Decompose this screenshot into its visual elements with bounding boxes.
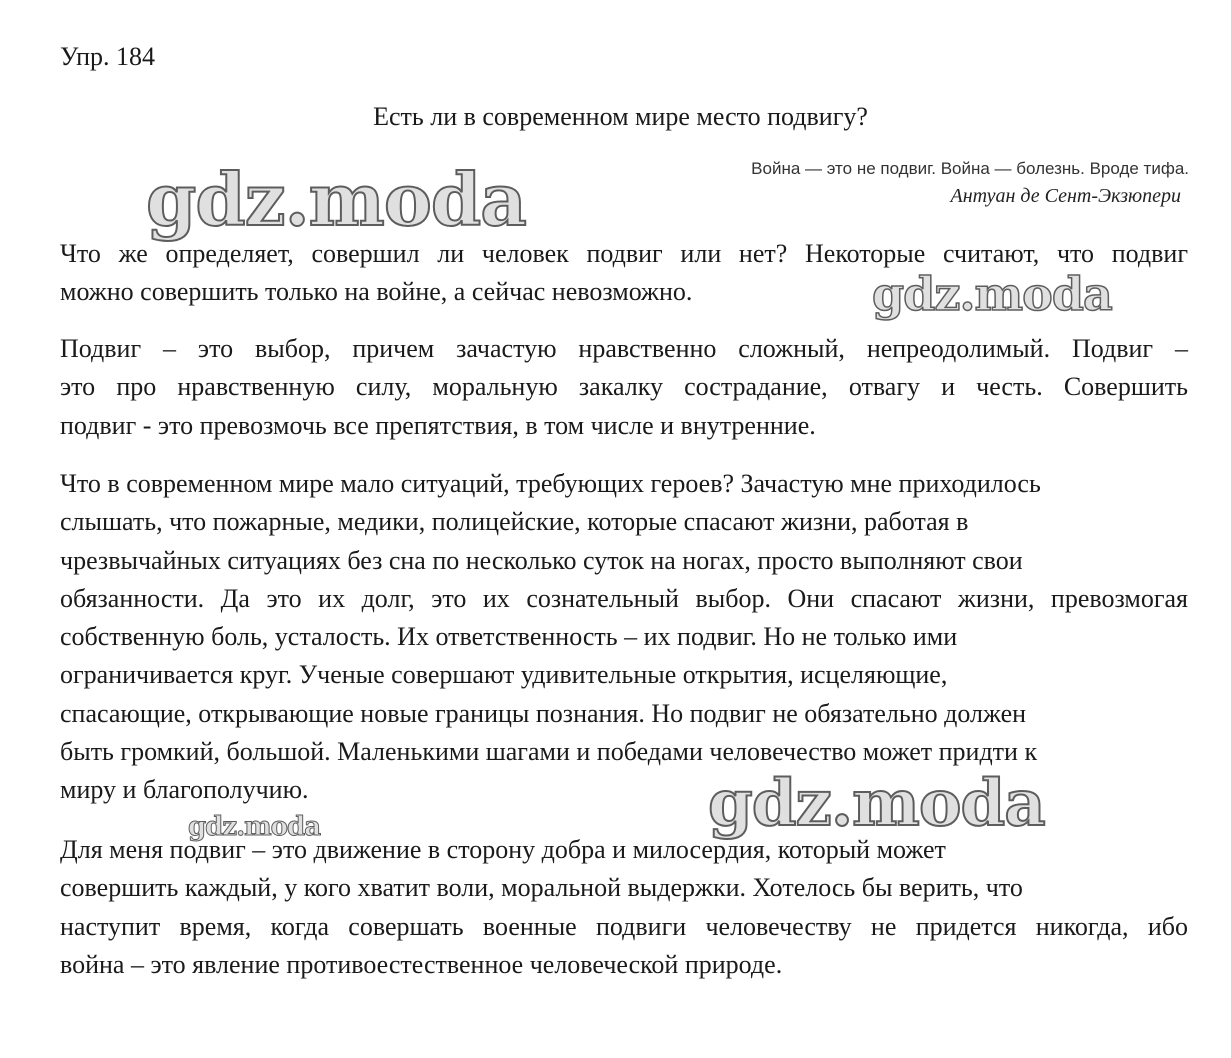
paragraph-line: подвиг - это превозмочь все препятствия, в том числе и внутренние. xyxy=(60,410,816,440)
paragraph-line: наступит время, когда совершать военные подвиги человечеству не придется никогда, ибо xyxy=(60,911,1188,941)
paragraph-line: Что в современном мире мало ситуаций, требующих героев? Зачастую мне приходилось xyxy=(60,469,1041,498)
paragraph-line: Что же определяет, совершил ли человек подвиг или нет? Некоторые считают, что подвиг xyxy=(60,239,1188,268)
paragraph-2 xyxy=(60,330,1188,445)
paragraph-line: это про нравственную силу, моральную закалку сострадание, отвагу и честь. Совершить xyxy=(60,372,1188,402)
epigraph-author: Антуан де Сент-Экзюпери xyxy=(950,185,1181,207)
paragraph-4 xyxy=(60,831,1188,984)
watermark-logo: gdz.moda xyxy=(872,267,1112,321)
paragraph-line: слышать, что пожарные, медики, полицейские, которые спасают жизни, работая в xyxy=(60,507,969,537)
paragraph-line: чрезвычайных ситуациях без сна по несколько суток на ногах, просто выполняют свои xyxy=(60,545,1023,575)
watermark-logo: gdz.moda xyxy=(188,812,321,842)
paragraph-line: Для меня подвиг – это движение в сторону добра и милосердия, который может xyxy=(60,835,946,864)
paragraph-line: спасающие, открывающие новые границы познания. Но подвиг не обязательно должен xyxy=(60,698,1027,728)
paragraph-1 xyxy=(60,235,1188,312)
paragraph-line: война – это явление противоестественное человеческой природе. xyxy=(60,949,783,979)
paragraph-3 xyxy=(60,465,1188,810)
paragraph-line: собственную боль, усталость. Их ответственность – их подвиг. Но не только ими xyxy=(60,622,958,652)
watermark-logo: gdz.moda xyxy=(708,766,1045,841)
paragraph-line: быть громкий, большой. Маленькими шагами и победами человечество может придти к xyxy=(60,737,1038,767)
paragraph-line: совершить каждый, у кого хватит воли, моральной выдержки. Хотелось бы верить, что xyxy=(60,873,1023,903)
exercise-number: Упр. 184 xyxy=(60,42,156,71)
paragraph-line: можно совершить только на войне, а сейчас невозможно. xyxy=(60,277,693,307)
paragraph-line: миру и благополучию. xyxy=(60,775,309,805)
epigraph-quote: Война — это не подвиг. Война — болезнь. Вроде тифа. xyxy=(751,159,1189,178)
paragraph-line: обязанности. Да это их долг, это их сознательный выбор. Они спасают жизни, превозмогая xyxy=(60,583,1188,613)
essay-title: Есть ли в современном мире место подвигу? xyxy=(373,102,868,131)
watermark-logo: gdz.moda xyxy=(146,157,526,242)
paragraph-line: Подвиг – это выбор, причем зачастую нравственно сложный, непреодолимый. Подвиг – xyxy=(60,334,1188,363)
paragraph-line: ограничивается круг. Ученые совершают удивительные открытия, исцеляющие, xyxy=(60,660,948,690)
epigraph xyxy=(751,156,1189,210)
